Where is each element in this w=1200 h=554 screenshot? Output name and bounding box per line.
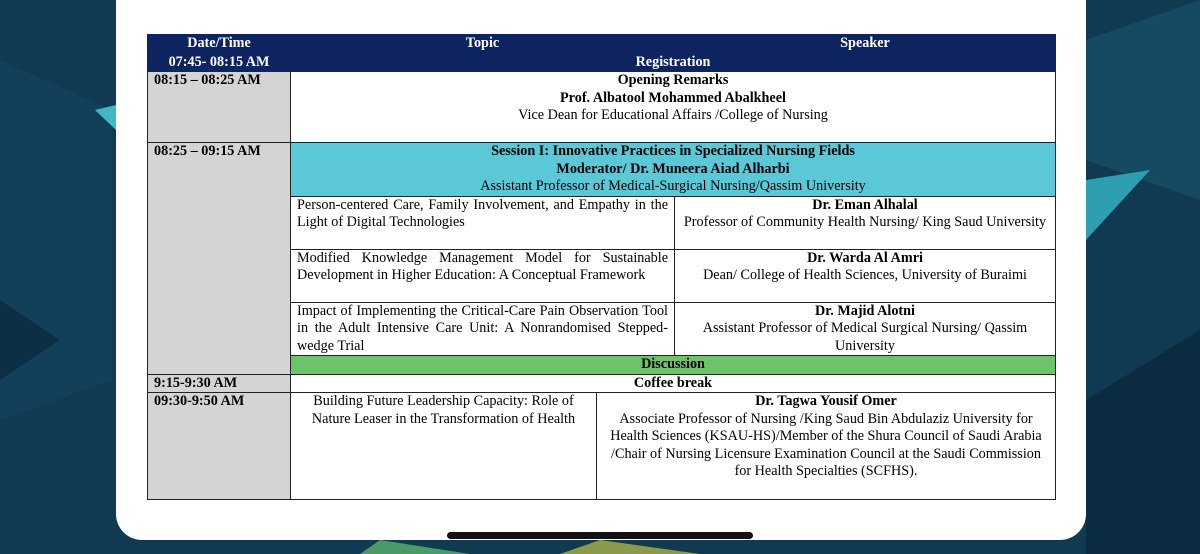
talk-speaker-cell [675,302,1056,356]
talk-speaker-role: Dean/ College of Health Sciences, University of Buraimi [703,267,1027,283]
header-speaker: Speaker [675,35,1056,54]
talk-speaker-role: Assistant Professor of Medical Surgical Nursing/ Qassim University [702,320,1028,354]
opening-speaker-role: Vice Dean for Educational Affairs /College of Nursing [518,107,828,123]
registration-time: 07:45- 08:15 AM [148,53,291,72]
header-topic: Topic [291,35,675,54]
opening-row [148,72,1056,143]
header-datetime: Date/Time [148,35,291,54]
coffee-time: 9:15-9:30 AM [148,374,291,393]
opening-title: Opening Remarks [617,72,729,88]
talk-speaker-role: Professor of Community Health Nursing/ King Saud University [683,214,1047,230]
session1-time: 08:25 – 09:15 AM [148,143,291,375]
leadership-row [148,393,1056,500]
session1-moderator-role: Assistant Professor of Medical-Surgical Nursing/Qassim University [480,178,866,194]
coffee-row [148,374,1056,393]
leadership-speaker-name: Dr. Tagwa Yousif Omer [755,393,897,409]
session1-header-row [148,143,1056,197]
talk-topic: Impact of Implementing the Critical-Care Pain Observation Tool in the Adult Intensive Care Unit: A Nonrandomised Stepped-wedge Trial [291,302,675,356]
leadership-speaker-role: Associate Professor of Nursing /King Saud Bin Abdulaziz University for Health Sciences (KSAU-HS)/Member of the Shura Council of Saudi Arabia [610,410,1042,444]
opening-speaker-name: Prof. Albatool Mohammed Abalkheel [560,89,786,106]
talk-speaker-name: Dr. Warda Al Amri [807,249,923,266]
coffee-label: Coffee break [291,374,1056,393]
registration-label: Registration [291,53,1056,72]
registration-row [148,53,1056,72]
talk-topic: Person-centered Care, Family Involvement, and Empathy in the Light of Digital Technologies [291,196,675,249]
session1-moderator: Moderator/ Dr. Muneera Aiad Alharbi [556,160,790,177]
leadership-speaker-role-2: /Chair of Nursing Licensure Examination Council at the Saudi Commission for Health Specialties (SCFHS). [611,445,1041,479]
session1-title: Session I: Innovative Practices in Specialized Nursing Fields [491,143,855,159]
talk-speaker-name: Dr. Majid Alotni [815,302,915,319]
discussion-label: Discussion [291,356,1056,375]
talk-speaker-cell [675,249,1056,302]
table-header-row [148,35,1056,54]
schedule-table [147,34,1056,500]
leadership-cell [291,393,1056,500]
talk-topic: Modified Knowledge Management Model for Sustainable Development in Higher Education: A Conceptual Framework [291,249,675,302]
leadership-topic: Building Future Leadership Capacity: Role of Nature Leaser in the Transformation of Health [291,393,597,499]
opening-cell [291,72,1056,143]
session1-banner [291,143,1056,197]
opening-time: 08:15 – 08:25 AM [148,72,291,143]
home-indicator[interactable] [447,532,753,539]
leadership-time: 09:30-9:50 AM [148,393,291,500]
leadership-speaker-cell [597,393,1055,499]
talk-speaker-name: Dr. Eman Alhalal [812,196,918,213]
talk-speaker-cell [675,196,1056,249]
